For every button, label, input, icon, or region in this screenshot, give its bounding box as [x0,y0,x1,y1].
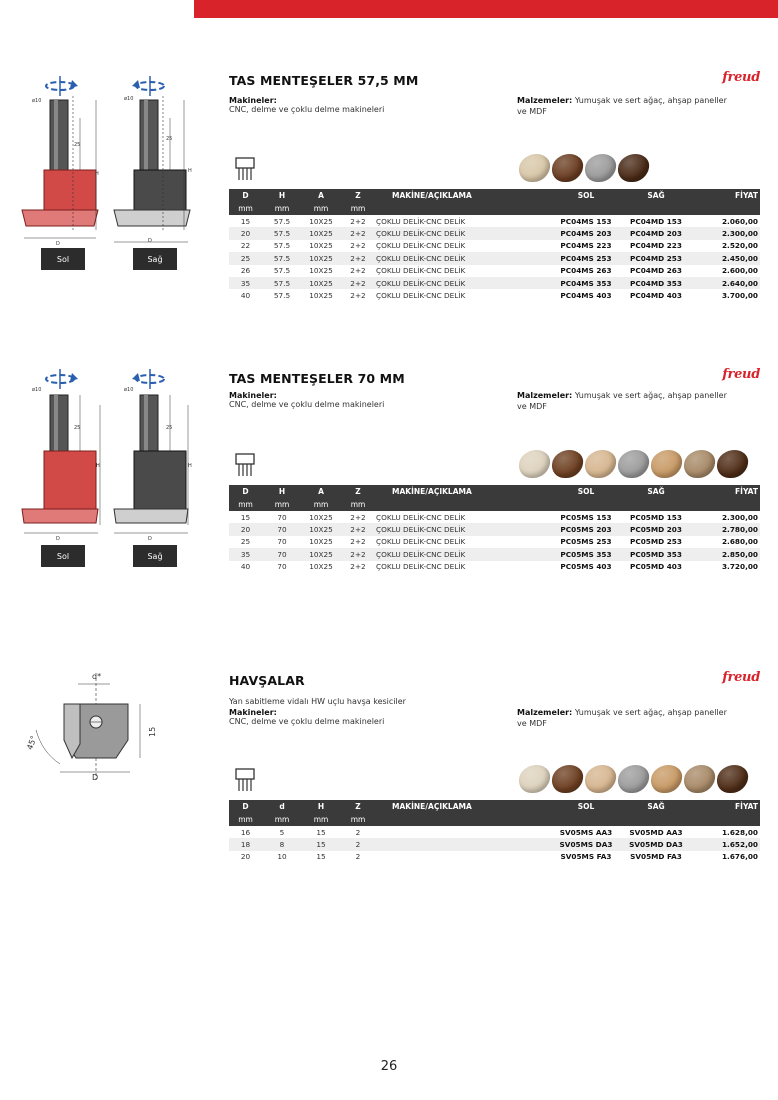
section-title: TAS MENTEŞELER 70 MM [229,371,405,386]
table-cell: 15 [316,840,326,850]
multi-drill-machine-icon [234,156,256,184]
dim-15: 15 [148,726,157,737]
section-title: TAS MENTEŞELER 57,5 MM [229,73,419,88]
table-cell: PC05MD 203 [630,525,682,535]
column-header: H [278,487,286,496]
machines-text: CNC, delme ve çoklu delme makineleri [229,716,385,726]
material-swatch [616,450,651,478]
table-cell: PC04MS 353 [560,278,612,288]
dim-shank-left: ø10 [32,387,42,393]
table-cell: 10X25 [309,512,333,522]
table-cell: 5 [279,827,285,837]
dim-d-left: D [56,536,60,542]
table-cell: 57.5 [273,266,291,276]
table-cell: ÇOKLU DELİK-CNC DELİK [376,241,466,251]
table-cell: 20 [240,229,251,239]
rotation-arrow-right-icon [132,369,164,389]
dim-25-right: 25 [166,136,173,142]
dim-d-left: D [56,241,60,247]
material-swatch [649,450,684,478]
table-cell: 10X25 [309,266,333,276]
rotation-arrow-right-icon [132,76,164,96]
table-cell [376,826,546,838]
table-cell: PC04MD 403 [630,291,682,301]
material-swatch [550,450,585,478]
table-cell: 2.450,00 [721,253,758,263]
table-cell: 10 [277,852,287,862]
column-header: D [242,802,249,811]
table-cell: 1.676,00 [721,852,758,862]
table-cell: PC05MD 153 [630,512,682,522]
column-unit: mm [313,204,329,213]
table-row [229,227,760,239]
table-cell: 15 [240,216,251,226]
column-header: d [279,802,285,811]
table-row [229,252,760,264]
table-cell: 57.5 [273,241,291,251]
dim-25-left: 25 [74,425,81,431]
table-cell: 2+2 [350,241,366,251]
table-cell: 2+2 [350,525,366,535]
table-cell: 10X25 [309,537,333,547]
dim-h-right: H [188,463,192,469]
machines-label: Makineler: [229,707,277,717]
table-cell: PC04MS 263 [560,266,612,276]
column-unit [626,202,686,215]
table-cell: SV05MS FA3 [560,852,612,862]
table-row [229,277,760,289]
table-cell: 35 [240,278,251,288]
table-cell: 2.780,00 [721,525,758,535]
table-cell: 57.5 [273,291,291,301]
column-unit [376,498,546,511]
table-cell: 57.5 [273,278,291,288]
table-cell: 3.700,00 [721,291,758,301]
table-cell: 1.628,00 [721,827,758,837]
machines-text: CNC, delme ve çoklu delme makineleri [229,105,385,114]
table-row [229,523,760,535]
column-header: MAKİNE/AÇIKLAMA [392,487,472,496]
table-cell: PC05MS 253 [560,537,612,547]
rotation-arrow-left-icon [46,76,78,96]
column-header: SOL [577,487,595,496]
spec-table [229,189,760,302]
column-header: A [318,191,324,200]
table-cell: PC04MD 253 [630,253,682,263]
column-unit: mm [238,815,253,824]
materials-text: Yumuşak ve sert ağaç, ahşap paneller ve MDF [517,391,727,411]
table-cell: PC05MS 353 [560,549,612,559]
table-cell: PC05MD 253 [630,537,682,547]
column-unit [546,813,626,826]
material-swatches [519,450,748,478]
spec-table [229,485,760,573]
table-cell: 20 [240,525,251,535]
table-cell: 15 [316,827,326,837]
table-cell: 40 [240,291,251,301]
machines-text: CNC, delme ve çoklu delme makineleri [229,400,385,409]
table-cell: PC04MS 403 [560,291,612,301]
material-swatch [550,154,585,182]
table-cell: 2+2 [350,291,366,301]
table-cell: 25 [240,537,251,547]
table-row [229,289,760,301]
multi-drill-machine-icon [234,452,256,480]
column-unit: mm [313,815,329,824]
dim-45: 45° [25,734,39,752]
table-cell: 70 [277,537,287,547]
column-header: Z [355,487,361,496]
table-cell: 10X25 [309,549,333,559]
table-cell: PC04MS 223 [560,241,612,251]
material-swatch [616,765,651,793]
table-cell [376,838,546,850]
table-cell: PC04MD 203 [630,229,682,239]
machines-block [229,697,489,727]
material-swatch [517,154,552,182]
table-row [229,838,760,850]
table-cell: 10X25 [309,229,333,239]
table-cell: 40 [240,562,251,572]
table-cell: 57.5 [273,216,291,226]
table-cell: 8 [279,840,285,850]
table-cell: 1.652,00 [721,840,758,850]
materials-block [517,391,727,412]
table-cell: ÇOKLU DELİK-CNC DELİK [376,562,466,572]
table-cell: 18 [240,840,251,850]
table-cell: 2+2 [350,253,366,263]
countersink-illustration [20,668,170,793]
table-cell: 2.600,00 [721,266,758,276]
table-cell: ÇOKLU DELİK-CNC DELİK [376,229,466,239]
column-unit [376,202,546,215]
multi-drill-machine-icon [234,767,256,795]
table-cell: 2.060,00 [721,216,758,226]
table-cell: 3.720,00 [721,562,758,572]
table-cell: 10X25 [309,278,333,288]
table-cell: 2.680,00 [721,537,758,547]
table-cell: SV05MD FA3 [630,852,682,862]
table-cell: 2+2 [350,512,366,522]
table-row [229,240,760,252]
material-swatch [583,154,618,182]
column-unit: mm [238,500,253,509]
column-header: SOL [577,191,595,200]
table-cell: PC04MS 253 [560,253,612,263]
materials-text: Yumuşak ve sert ağaç, ahşap paneller ve MDF [517,96,727,116]
table-cell: 15 [240,512,251,522]
materials-text: Yumuşak ve sert ağaç, ahşap paneller ve MDF [517,708,727,728]
machines-label: Makineler: [229,391,277,400]
table-cell: 2.300,00 [721,229,758,239]
table-cell: 2 [355,827,361,837]
table-row [229,265,760,277]
table-cell: 26 [240,266,251,276]
rotation-arrow-left-icon [46,369,78,389]
column-header: MAKİNE/AÇIKLAMA [392,191,472,200]
page-number: 26 [380,1059,398,1074]
dim-d-right: D [148,238,152,244]
dim-shank-right: ø10 [124,387,134,393]
table-cell: 25 [240,253,251,263]
table-cell: 20 [240,852,251,862]
spec-table [229,800,760,863]
tag-left: Sol [41,248,85,270]
column-header: H [278,191,286,200]
material-swatch [616,154,651,182]
dim-h-left: H [95,171,99,177]
table-cell: 2.300,00 [721,512,758,522]
table-row [229,548,760,560]
table-cell: 2+2 [350,549,366,559]
column-unit [686,202,760,215]
material-swatch [517,765,552,793]
column-header: A [318,487,324,496]
section-subtitle: Yan sabitleme vidalı HW uçlu havşa kesiciler [229,697,406,706]
table-cell: 57.5 [273,229,291,239]
table-cell: 2+2 [350,216,366,226]
freud-logo: freud [722,70,760,85]
materials-label: Malzemeler: [517,96,573,105]
table-cell: 2.520,00 [721,241,758,251]
table-cell: 70 [277,562,287,572]
materials-block [517,96,727,117]
machines-block [229,391,489,411]
table-cell: 10X25 [309,562,333,572]
material-swatches [519,765,748,793]
column-header: Z [355,802,361,811]
tag-right: Sağ [133,545,177,567]
table-cell: 2+2 [350,537,366,547]
table-cell: PC05MS 403 [560,562,612,572]
table-cell: PC04MD 223 [630,241,682,251]
table-cell: PC04MD 263 [630,266,682,276]
dim-shank-left: ø10 [32,98,42,104]
table-cell: ÇOKLU DELİK-CNC DELİK [376,549,466,559]
dim-d: D [92,773,99,782]
table-cell: 2 [355,852,361,862]
table-cell: PC04MD 353 [630,278,682,288]
column-unit [376,813,546,826]
column-unit [546,202,626,215]
table-cell: ÇOKLU DELİK-CNC DELİK [376,266,466,276]
column-unit [546,498,626,511]
table-cell: 10X25 [309,241,333,251]
table-row [229,511,760,523]
machines-label: Makineler: [229,96,277,105]
dim-h-left: H [96,463,100,469]
dim-25-left: 25 [74,142,81,148]
dim-d-small: d* [92,672,102,681]
column-unit [626,813,686,826]
table-cell: PC05MD 403 [630,562,682,572]
column-unit [626,498,686,511]
table-cell: 2.850,00 [721,549,758,559]
table-cell: ÇOKLU DELİK-CNC DELİK [376,512,466,522]
top-accent-bar [194,0,778,18]
table-cell: SV05MD AA3 [629,827,683,837]
material-swatch [517,450,552,478]
table-row [229,561,760,573]
column-unit: mm [274,815,290,824]
dim-shank-right: ø10 [124,96,134,102]
column-unit: mm [350,500,366,509]
section-title: HAVŞALAR [229,673,305,688]
column-header: FİYAT [735,802,758,811]
table-cell: 16 [240,827,251,837]
table-cell: 70 [277,525,287,535]
table-row [229,536,760,548]
material-swatches [519,154,649,182]
table-cell: ÇOKLU DELİK-CNC DELİK [376,278,466,288]
table-cell: SV05MS AA3 [559,827,613,837]
table-cell: ÇOKLU DELİK-CNC DELİK [376,253,466,263]
table-cell: ÇOKLU DELİK-CNC DELİK [376,537,466,547]
table-cell: 70 [277,549,287,559]
materials-label: Malzemeler: [517,708,573,717]
column-unit: mm [238,204,253,213]
column-header: D [242,191,249,200]
table-cell: 2+2 [350,278,366,288]
material-swatch [649,765,684,793]
table-cell: 22 [240,241,251,251]
column-header: SAĞ [647,487,665,496]
dim-25-right: 25 [166,425,173,431]
material-swatch [550,765,585,793]
materials-label: Malzemeler: [517,391,573,400]
table-row [229,826,760,838]
column-unit: mm [350,815,366,824]
table-cell: PC05MS 153 [560,512,612,522]
material-swatch [583,450,618,478]
freud-logo: freud [722,670,760,685]
table-cell: PC05MS 203 [560,525,612,535]
table-cell: 57.5 [273,253,291,263]
table-cell: 2+2 [350,229,366,239]
table-cell: ÇOKLU DELİK-CNC DELİK [376,291,466,301]
column-header: FİYAT [735,487,758,496]
table-cell: 2+2 [350,562,366,572]
column-header: SOL [577,802,595,811]
hinge-drill-illustration [18,70,218,270]
table-cell: 10X25 [309,216,333,226]
column-header: SAĞ [647,191,665,200]
table-cell: 15 [316,852,326,862]
freud-logo: freud [722,367,760,382]
column-header: SAĞ [647,802,665,811]
column-unit [686,813,760,826]
material-swatch [715,450,750,478]
column-unit [686,498,760,511]
table-cell: 35 [240,549,251,559]
materials-block [517,708,727,729]
material-swatch [583,765,618,793]
table-cell: PC04MS 153 [560,216,612,226]
material-swatch [682,765,717,793]
column-header: MAKİNE/AÇIKLAMA [392,802,472,811]
column-unit: mm [313,500,329,509]
table-cell: 2+2 [350,266,366,276]
machines-block [229,96,489,116]
column-header: D [242,487,249,496]
material-swatch [682,450,717,478]
tag-right: Sağ [133,248,177,270]
table-row [229,851,760,863]
table-cell: 70 [277,512,287,522]
tag-left: Sol [41,545,85,567]
table-cell: 10X25 [309,291,333,301]
column-unit: mm [274,204,290,213]
hinge-drill-illustration [18,365,218,545]
table-row [229,215,760,227]
table-cell: ÇOKLU DELİK-CNC DELİK [376,525,466,535]
table-cell: 10X25 [309,525,333,535]
column-unit: mm [274,500,290,509]
column-unit: mm [350,204,366,213]
table-cell: SV05MD DA3 [629,840,683,850]
table-cell [376,851,546,863]
table-cell: 2.640,00 [721,278,758,288]
table-cell: SV05MS DA3 [559,840,613,850]
table-cell: PC04MD 153 [630,216,682,226]
dim-d-right: D [148,536,152,542]
table-cell: 2 [355,840,361,850]
column-header: Z [355,191,361,200]
column-header: FİYAT [735,191,758,200]
table-cell: PC04MS 203 [560,229,612,239]
column-header: H [317,802,325,811]
table-cell: 10X25 [309,253,333,263]
dim-h-right: H [188,168,192,174]
table-cell: PC05MD 353 [630,549,682,559]
table-cell: ÇOKLU DELİK-CNC DELİK [376,216,466,226]
material-swatch [715,765,750,793]
